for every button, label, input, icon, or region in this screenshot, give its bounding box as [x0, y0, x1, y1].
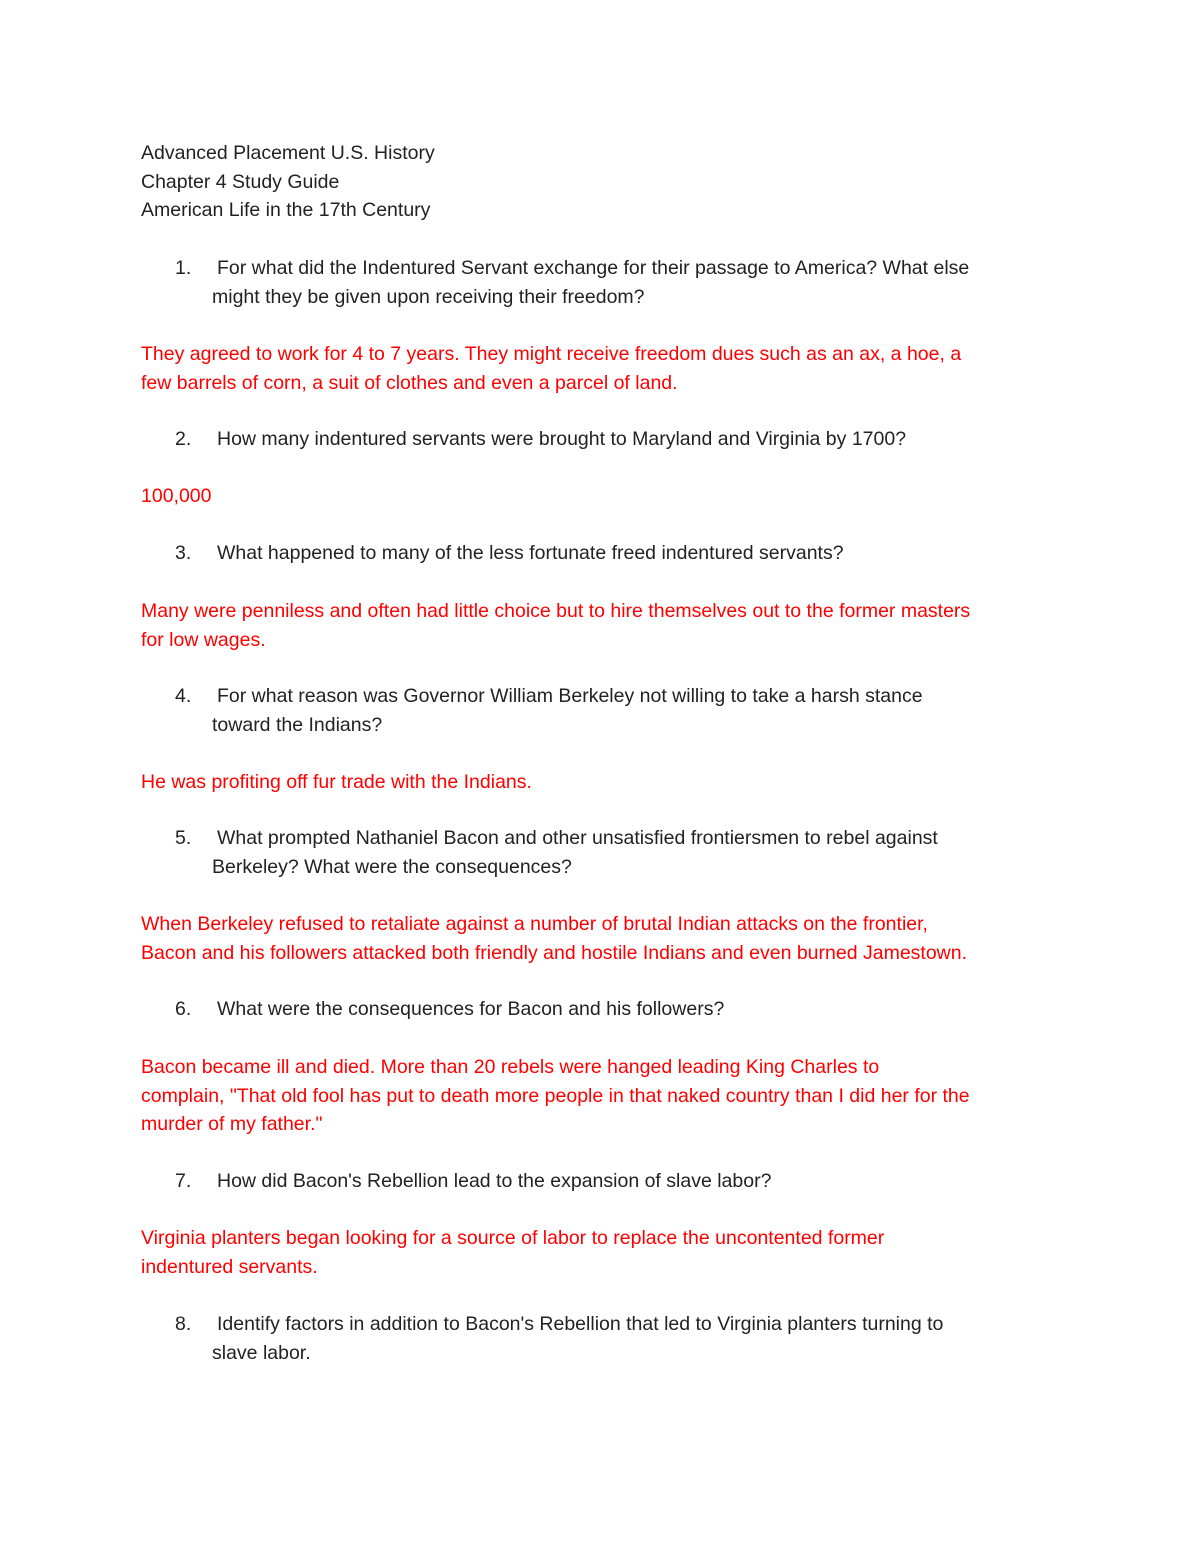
answer-text-line: 100,000	[141, 485, 212, 507]
question-4	[175, 682, 1072, 739]
answer-1	[141, 340, 1081, 397]
question-number: 5.	[175, 827, 192, 849]
question-text-line: How many indentured servants were brought to Maryland and Virginia by 1700?	[217, 428, 907, 450]
topic-title: American Life in the 17th Century	[141, 199, 431, 222]
question-2	[175, 425, 1072, 454]
answer-text-line: Bacon became ill and died. More than 20 rebels were hanged leading King Charles to	[141, 1056, 880, 1078]
question-number: 7.	[175, 1170, 192, 1192]
question-6	[175, 995, 1072, 1024]
answer-2	[141, 482, 1081, 511]
answer-text-line: complain, "That old fool has put to death more people in that naked country than I did her for the	[141, 1084, 970, 1107]
answer-5	[141, 910, 1081, 967]
answer-text-line: Bacon and his followers attacked both friendly and hostile Indians and even burned Jamestown.	[141, 941, 968, 964]
answer-4	[141, 768, 1081, 797]
answer-text-line: for low wages.	[141, 628, 266, 651]
document-header	[141, 139, 1061, 225]
question-number: 2.	[175, 428, 192, 450]
answer-text-line: few barrels of corn, a suit of clothes and even a parcel of land.	[141, 371, 678, 394]
chapter-title: Chapter 4 Study Guide	[141, 170, 340, 193]
answer-text-line: indentured servants.	[141, 1255, 318, 1278]
question-text-line: toward the Indians?	[212, 713, 383, 736]
question-text-line: What prompted Nathaniel Bacon and other unsatisfied frontiersmen to rebel against	[217, 827, 938, 849]
question-text-line: For what reason was Governor William Berkeley not willing to take a harsh stance	[217, 685, 923, 707]
answer-6	[141, 1053, 1081, 1139]
question-7	[175, 1167, 1072, 1196]
answer-text-line: He was profiting off fur trade with the Indians.	[141, 771, 532, 793]
question-text-line: might they be given upon receiving their freedom?	[212, 285, 645, 308]
answer-text-line: murder of my father."	[141, 1113, 323, 1136]
question-number: 1.	[175, 257, 192, 279]
answer-text-line: Many were penniless and often had little choice but to hire themselves out to the former masters	[141, 600, 971, 622]
question-3	[175, 539, 1072, 568]
question-text-line: What were the consequences for Bacon and his followers?	[217, 998, 725, 1020]
question-text-line: Berkeley? What were the consequences?	[212, 855, 572, 878]
question-number: 8.	[175, 1313, 192, 1335]
course-title: Advanced Placement U.S. History	[141, 142, 435, 164]
question-1	[175, 254, 1072, 311]
question-number: 6.	[175, 998, 192, 1020]
answer-text-line: When Berkeley refused to retaliate against a number of brutal Indian attacks on the frontier,	[141, 913, 928, 935]
question-text-line: slave labor.	[212, 1341, 311, 1364]
answer-7	[141, 1224, 1081, 1281]
question-number: 3.	[175, 542, 192, 564]
answer-3	[141, 597, 1081, 654]
question-text-line: For what did the Indentured Servant exchange for their passage to America? What else	[217, 257, 970, 279]
question-text-line: What happened to many of the less fortunate freed indentured servants?	[217, 542, 844, 564]
question-text-line: Identify factors in addition to Bacon's Rebellion that led to Virginia planters turning to	[217, 1313, 944, 1335]
question-text-line: How did Bacon's Rebellion lead to the expansion of slave labor?	[217, 1170, 772, 1192]
answer-text-line: Virginia planters began looking for a source of labor to replace the uncontented former	[141, 1227, 885, 1249]
question-number: 4.	[175, 685, 192, 707]
question-5	[175, 824, 1072, 881]
answer-text-line: They agreed to work for 4 to 7 years. They might receive freedom dues such as an ax, a hoe, a	[141, 343, 962, 365]
question-8	[175, 1310, 1072, 1367]
